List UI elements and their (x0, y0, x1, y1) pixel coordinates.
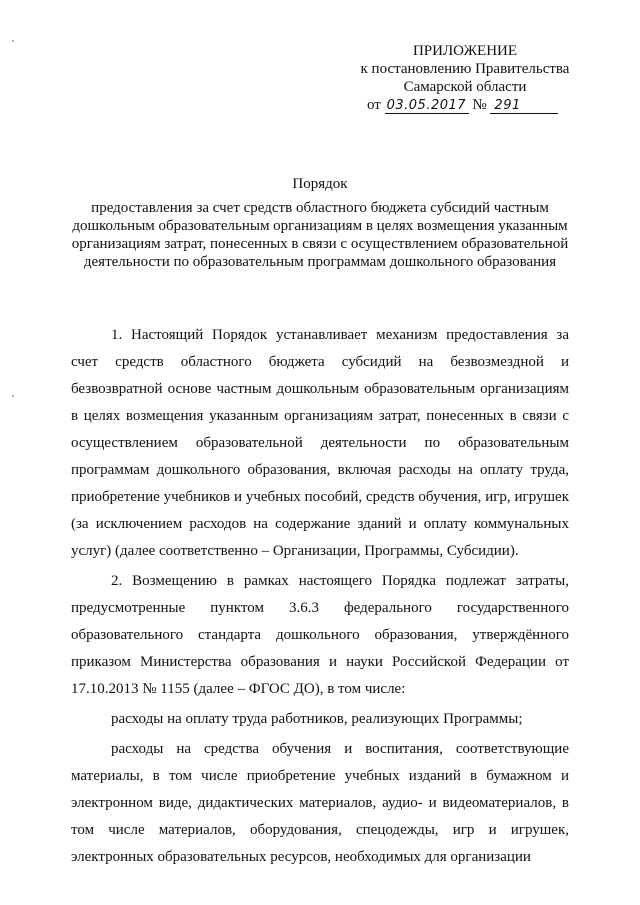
title-heading: Порядок (292, 176, 348, 192)
appendix-line-1: к постановлению Правительства (360, 61, 570, 77)
appendix-header (340, 42, 590, 114)
date-prefix: от (367, 97, 381, 113)
appendix-date-line (340, 96, 590, 114)
handwritten-number: 291 (490, 98, 558, 114)
number-sign: № (472, 97, 487, 113)
scan-dot (12, 395, 14, 397)
paragraph-4: расходы на средства обучения и воспитания, соответствующие материалы, в том числе приобретение учебных изданий в бумажном и электронном виде, дидактических материалов, аудио- и видеоматериалов, в том числе материалов, оборудования, спецодежды, игр и игрушек, электронных образовательных ресурсов, необходимых для организации (71, 741, 569, 865)
document-body (71, 322, 569, 871)
paragraph-1: 1. Настоящий Порядок устанавливает механизм предоставления за счет средств областного бюджета субсидий на безвозмездной и безвозвратной основе частным дошкольным образовательным организациям в целях возмещения указанным организациям затрат, понесенных в связи с осуществлением образовательной деятельности по образовательным программам дошкольного образования, включая расходы на оплату труда, приобретение учебников и учебных пособий, средств обучения, игр, игрушек (за исключением расходов на содержание зданий и оплату коммунальных услуг) (далее соответственно – Организации, Программы, Субсидии). (71, 327, 569, 559)
appendix-line-2: Самарской области (403, 79, 527, 95)
paragraph-2: 2. Возмещению в рамках настоящего Порядка подлежат затраты, предусмотренные пунктом 3.6.3 федерального государственного образовательного стандарта дошкольного образования, утверждённого приказом Министерства образования и науки Российской Федерации от 17.10.2013 № 1155 (далее – ФГОС ДО), в том числе: (71, 573, 569, 697)
document-title (70, 175, 570, 271)
title-subtitle: предоставления за счет средств областного бюджета субсидий частным дошкольным образовательным организациям в целях возмещения указанным организациям затрат, понесенных в связи с осуществлением образовательной деятельности по образовательным программам дошкольного образования (71, 200, 569, 270)
appendix-title: ПРИЛОЖЕНИЕ (412, 43, 518, 59)
paragraph-3: расходы на оплату труда работников, реализующих Программы; (111, 711, 523, 727)
handwritten-date: 03.05.2017 (385, 98, 469, 114)
scan-dot (12, 40, 14, 42)
